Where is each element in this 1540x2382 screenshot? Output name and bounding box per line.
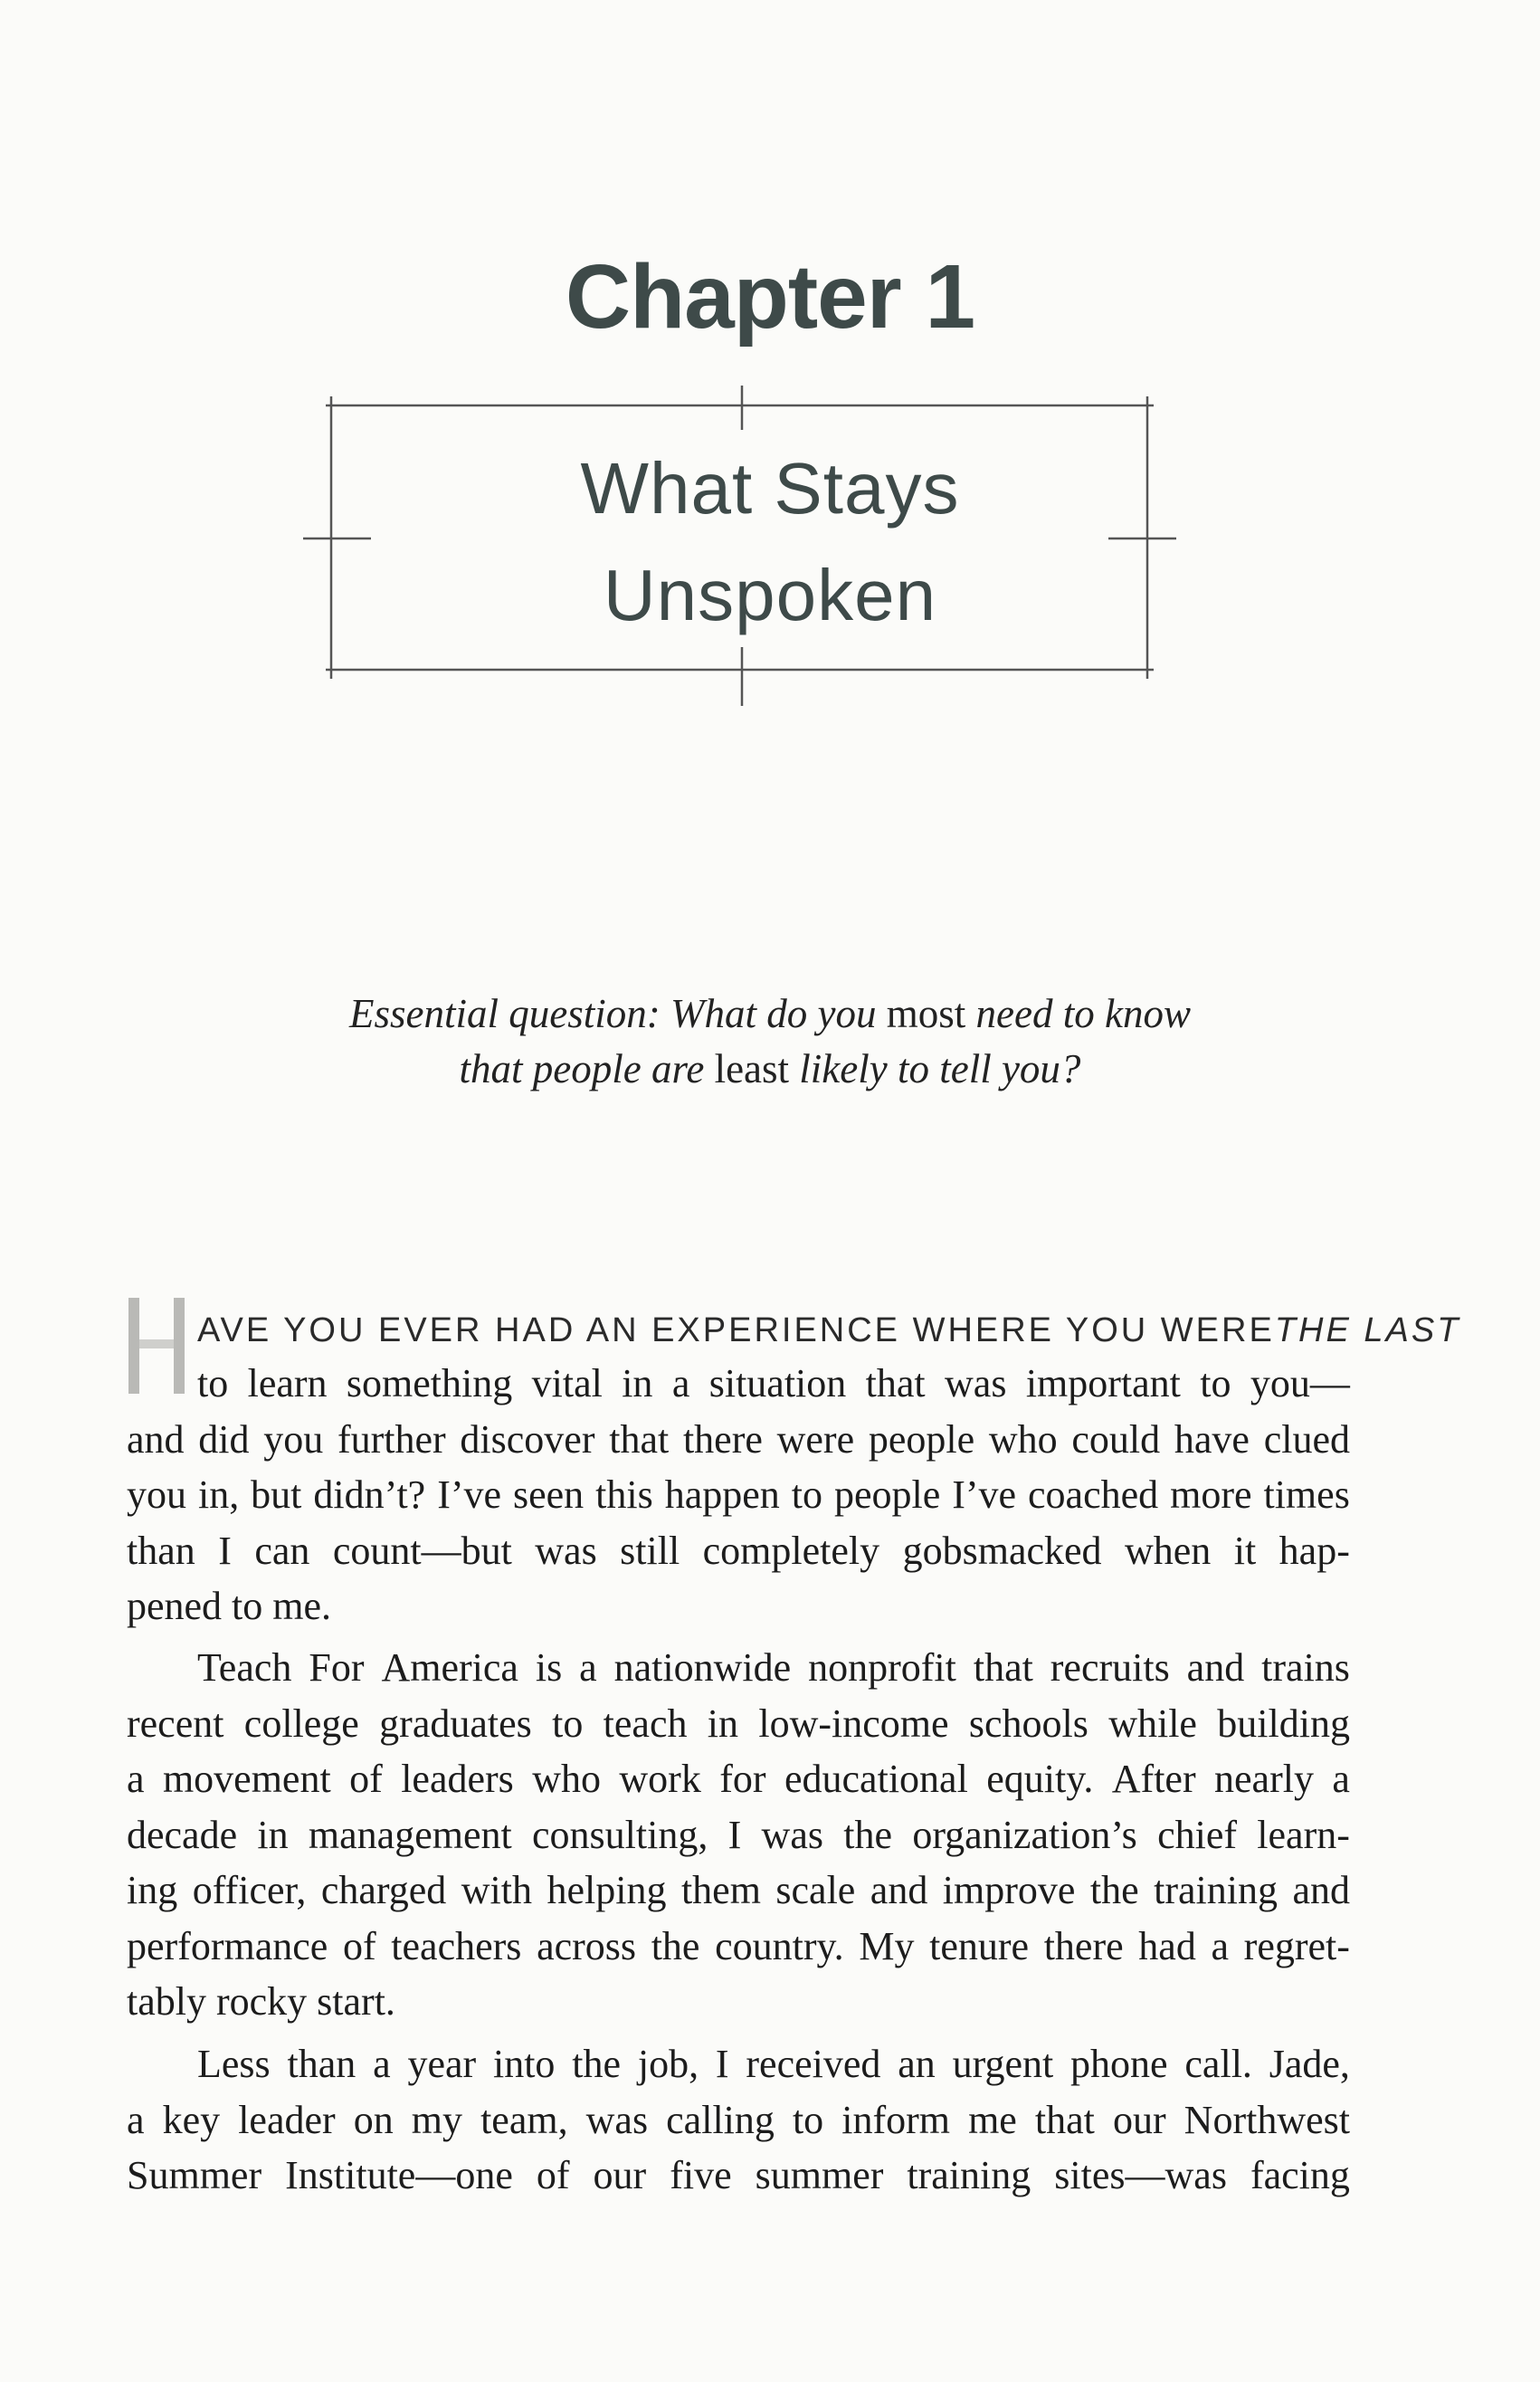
body-line: you in, but didn’t? I’ve seen this happen to people I’ve coached more times <box>127 1472 1350 1517</box>
body-line: AVE YOU EVER HAD AN EXPERIENCE WHERE YOU WERE THE LAST <box>197 1311 1461 1349</box>
essential-question <box>0 986 1540 1097</box>
chapter-label: Chapter 1 <box>565 246 975 348</box>
body-line: Less than a year into the job, I received an urgent phone call. Jade, <box>197 2042 1350 2086</box>
chapter-title-line-1: What Stays <box>580 448 960 529</box>
body-line: ing officer, charged with helping them scale and improve the training and <box>127 1868 1350 1912</box>
body-line: pened to me. <box>127 1584 332 1628</box>
body-line: a movement of leaders who work for educational equity. After nearly a <box>127 1757 1350 1801</box>
body-line: decade in management consulting, I was the organization’s chief learn- <box>127 1812 1350 1857</box>
body-line: to learn something vital in a situation that was important to you— <box>197 1361 1350 1405</box>
body-paragraph-2 <box>127 1640 1350 2030</box>
body-line: Teach For America is a nationwide nonprofit that recruits and trains <box>197 1645 1350 1690</box>
body-line: a key leader on my team, was calling to inform me that our Northwest <box>127 2097 1350 2142</box>
body-line: recent college graduates to teach in low-income schools while building <box>127 1701 1350 1746</box>
body-line: than I can count—but was still completely gobsmacked when it hap- <box>127 1528 1350 1573</box>
body-line: performance of teachers across the country. My tenure there had a regret- <box>127 1923 1350 1968</box>
essential-question-line-2: that people are least likely to tell you? <box>459 1046 1081 1091</box>
body-line: tably rocky start. <box>127 1979 395 2024</box>
body-line: Summer Institute—one of our five summer training sites—was facing <box>127 2153 1350 2197</box>
essential-question-line-1: Essential question: What do you most need to know <box>349 991 1191 1036</box>
chapter-title-line-2: Unspoken <box>603 555 937 635</box>
body-paragraph-1 <box>127 1303 1461 1634</box>
title-frame <box>0 380 1540 715</box>
body-paragraph-3 <box>127 2036 1350 2204</box>
body-line: and did you further discover that there were people who could have clued <box>127 1416 1350 1462</box>
